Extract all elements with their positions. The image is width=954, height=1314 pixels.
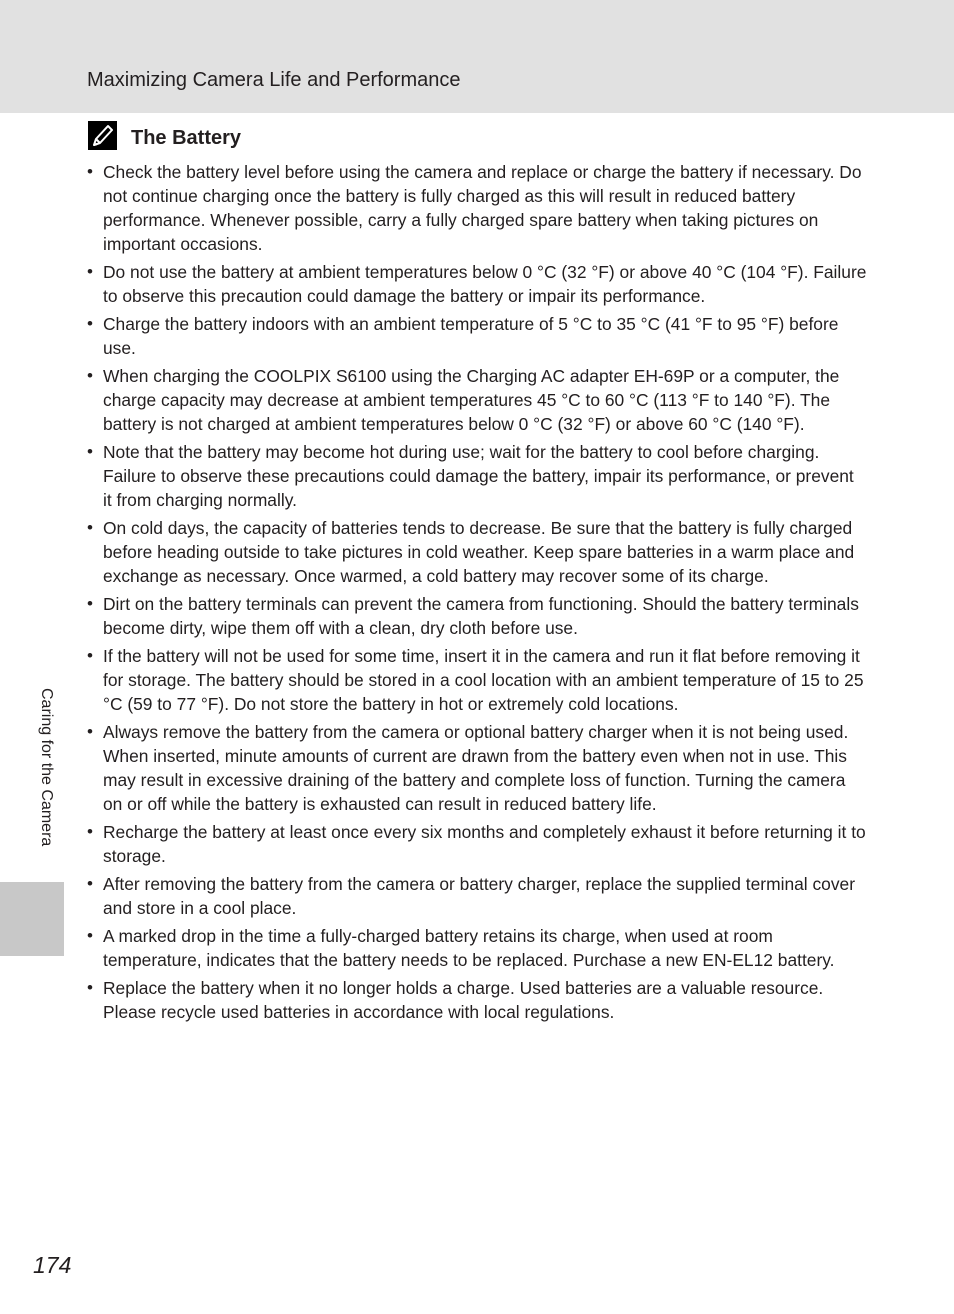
list-item-text: A marked drop in the time a fully-charged battery retains its charge, when used at room temperature, indicates that the battery needs to be replaced. Purchase a new EN-EL12 battery. — [103, 926, 835, 970]
list-item-text: After removing the battery from the camera or battery charger, replace the supplied terminal cover and store in a cool place. — [103, 874, 856, 918]
side-tab-label-wrapper — [36, 688, 56, 868]
list-item — [87, 160, 867, 256]
list-item-text: If the battery will not be used for some time, insert it in the camera and run it flat before removing it for storage. The battery should be stored in a cool location with an ambient temperature of 15 to 25 °C (59 to 77 °F). Do not store the battery in hot or extremely cold locations. — [103, 646, 864, 714]
list-item-text: On cold days, the capacity of batteries tends to decrease. Be sure that the battery is fully charged before heading outside to take pictures in cold weather. Keep spare batteries in a warm place and exchange as necessary. Once warmed, a cold battery may recover some of its charge. — [103, 518, 855, 586]
bullet-dot: • — [87, 518, 93, 537]
bullet-dot: • — [87, 594, 93, 613]
list-item — [87, 440, 867, 512]
list-item — [87, 516, 867, 588]
list-item — [87, 924, 867, 972]
bullet-dot: • — [87, 978, 93, 997]
list-item-text: When charging the COOLPIX S6100 using the Charging AC adapter EH-69P or a computer, the charge capacity may decrease at ambient temperatures 45 °C to 60 °C (113 °F to 140 °F). The battery is not charged at ambient temperatures below 0 °C (32 °F) or above 60 °C (140 °F). — [103, 366, 840, 434]
side-tab-label: Caring for the Camera — [38, 688, 55, 847]
bullet-list — [87, 160, 867, 1028]
bullet-dot: • — [87, 874, 93, 893]
page-number: 174 — [33, 1252, 72, 1278]
section-title: Maximizing Camera Life and Performance — [87, 69, 461, 91]
bullet-dot: • — [87, 162, 93, 181]
list-item — [87, 592, 867, 640]
list-item — [87, 820, 867, 868]
header-band — [0, 0, 954, 113]
note-heading: The Battery — [131, 127, 242, 149]
list-item — [87, 976, 867, 1024]
list-item-text: Always remove the battery from the camera or optional battery charger when it is not being used. When inserted, minute amounts of current are drawn from the battery even when not in use. This may result in excessive draining of the battery and complete loss of function. Turning the camera on or off while the battery is exhausted can result in reduced battery life. — [103, 722, 849, 814]
list-item-text: Recharge the battery at least once every six months and completely exhaust it before returning it to storage. — [103, 822, 866, 866]
list-item-text: Do not use the battery at ambient temperatures below 0 °C (32 °F) or above 40 °C (104 °F). Failure to observe this precaution could damage the battery or impair its performance. — [103, 262, 867, 306]
list-item — [87, 364, 867, 436]
bullet-dot: • — [87, 722, 93, 741]
bullet-dot: • — [87, 262, 93, 281]
list-item — [87, 720, 867, 816]
list-item — [87, 312, 867, 360]
list-item — [87, 644, 867, 716]
bullet-dot: • — [87, 646, 93, 665]
bullet-dot: • — [87, 926, 93, 945]
side-tab — [0, 882, 64, 956]
bullet-dot: • — [87, 314, 93, 333]
list-item-text: Check the battery level before using the camera and replace or charge the battery if necessary. Do not continue charging once the battery is fully charged as this will result in reduced battery performance. Whenever possible, carry a fully charged spare battery when taking pictures on important occasions. — [103, 162, 862, 254]
pencil-note-icon — [88, 121, 117, 150]
list-item — [87, 260, 867, 308]
bullet-dot: • — [87, 822, 93, 841]
list-item-text: Dirt on the battery terminals can prevent the camera from functioning. Should the battery terminals become dirty, wipe them off with a clean, dry cloth before use. — [103, 594, 859, 638]
bullet-dot: • — [87, 366, 93, 385]
list-item-text: Charge the battery indoors with an ambient temperature of 5 °C to 35 °C (41 °F to 95 °F) before use. — [103, 314, 839, 358]
list-item-text: Replace the battery when it no longer holds a charge. Used batteries are a valuable resource. Please recycle used batteries in accordance with local regulations. — [103, 978, 824, 1022]
list-item — [87, 872, 867, 920]
bullet-dot: • — [87, 442, 93, 461]
list-item-text: Note that the battery may become hot during use; wait for the battery to cool before charging. Failure to observe these precautions could damage the battery, impair its performance, or prevent it from charging normally. — [103, 442, 854, 510]
